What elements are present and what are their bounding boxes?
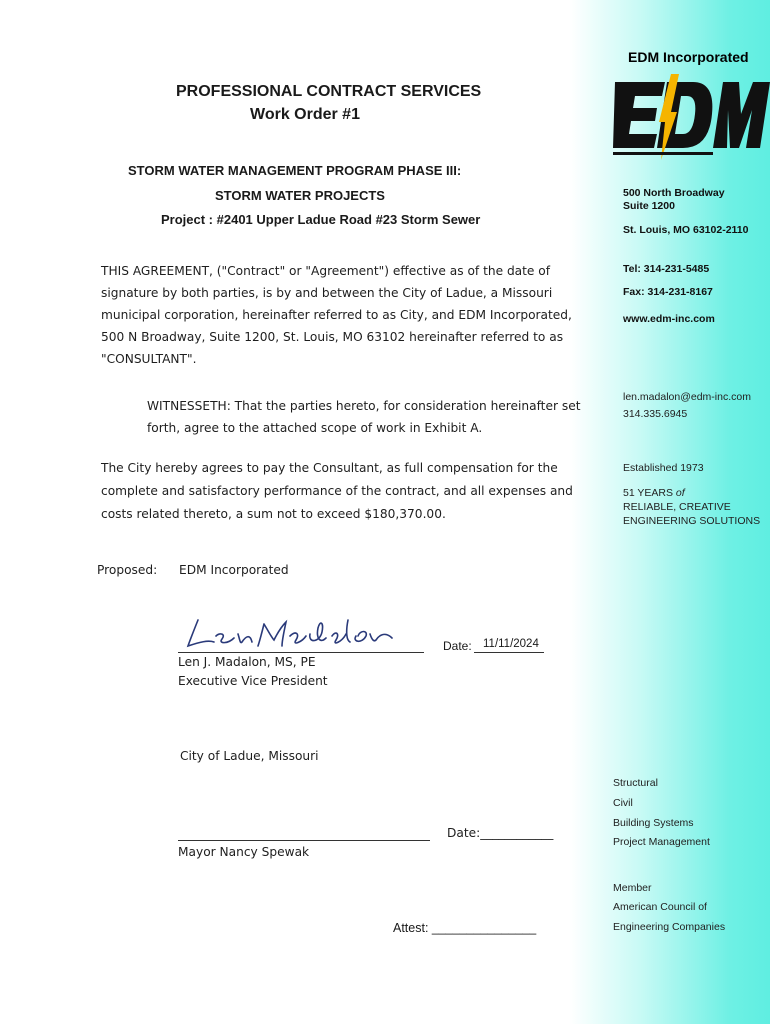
agreement-line: "CONSULTANT". bbox=[101, 352, 197, 366]
signer-title: Executive Vice President bbox=[178, 674, 328, 688]
tagline-line2: ENGINEERING SOLUTIONS bbox=[623, 515, 761, 527]
service-civil: Civil bbox=[613, 797, 633, 809]
tel: Tel: 314-231-5485 bbox=[623, 263, 710, 275]
agreement-line: municipal corporation, hereinafter referred to as City, and EDM Incorporated, bbox=[101, 308, 572, 322]
payment-line: complete and satisfactory performance of the contract, and all expenses and bbox=[101, 484, 573, 498]
signature bbox=[180, 612, 400, 654]
date-label: Date: bbox=[443, 639, 472, 653]
agreement-line: signature by both parties, is by and between the City of Ladue, a Missouri bbox=[101, 286, 553, 300]
member-org-line1: American Council of bbox=[613, 901, 707, 913]
service-project-management: Project Management bbox=[613, 836, 710, 848]
document-title: PROFESSIONAL CONTRACT SERVICES bbox=[176, 83, 482, 100]
email: len.madalon@edm-inc.com bbox=[623, 391, 751, 403]
service-structural: Structural bbox=[613, 777, 658, 789]
agreement-paragraph bbox=[101, 260, 572, 370]
signature-line bbox=[178, 652, 424, 653]
attest-line: Attest: _______________ bbox=[393, 921, 537, 935]
service-building-systems: Building Systems bbox=[613, 817, 694, 829]
date-value: 11/11/2024 bbox=[483, 638, 539, 650]
project-title: Project : #2401 Upper Ladue Road #23 Storm Sewer bbox=[161, 212, 481, 227]
payment-paragraph bbox=[101, 457, 573, 526]
mayor-name: Mayor Nancy Spewak bbox=[178, 845, 310, 859]
city-label: City of Ladue, Missouri bbox=[180, 749, 319, 763]
established: Established 1973 bbox=[623, 462, 704, 474]
member-org-line2: Engineering Companies bbox=[613, 921, 726, 933]
agreement-line: THIS AGREEMENT, ("Contract" or "Agreement") effective as of the date of bbox=[101, 264, 551, 278]
address-line2: Suite 1200 bbox=[623, 200, 675, 212]
witness-paragraph bbox=[147, 395, 580, 439]
proposed-label: Proposed: bbox=[97, 563, 158, 577]
years-line: 51 YEARS of bbox=[623, 487, 685, 499]
website: www.edm-inc.com bbox=[623, 313, 715, 325]
projects-title: STORM WATER PROJECTS bbox=[215, 188, 385, 203]
company-name: EDM Incorporated bbox=[628, 49, 749, 65]
address-line1: 500 North Broadway bbox=[623, 187, 725, 199]
payment-line: The City hereby agrees to pay the Consultant, as full compensation for the bbox=[101, 461, 558, 475]
city-date: Date:____________ bbox=[447, 826, 554, 840]
tagline-line1: RELIABLE, CREATIVE bbox=[623, 501, 731, 513]
signer-name: Len J. Madalon, MS, PE bbox=[178, 655, 316, 669]
mayor-signature-line bbox=[178, 840, 430, 841]
phone: 314.335.6945 bbox=[623, 408, 688, 420]
witness-line: forth, agree to the attached scope of work in Exhibit A. bbox=[147, 421, 483, 435]
date-line bbox=[474, 652, 544, 653]
edm-logo-letters bbox=[613, 82, 770, 148]
proposed-value: EDM Incorporated bbox=[179, 563, 289, 577]
program-title: STORM WATER MANAGEMENT PROGRAM PHASE III: bbox=[128, 163, 462, 178]
agreement-line: 500 N Broadway, Suite 1200, St. Louis, MO 63102 hereinafter referred to as bbox=[101, 330, 564, 344]
witness-line: WITNESSETH: That the parties hereto, for consideration hereinafter set bbox=[147, 399, 581, 413]
work-order: Work Order #1 bbox=[250, 106, 360, 123]
edm-logo bbox=[613, 74, 770, 160]
payment-line: costs related thereto, a sum not to exceed $180,370.00. bbox=[101, 507, 446, 521]
fax: Fax: 314-231-8167 bbox=[623, 286, 713, 298]
member-label: Member bbox=[613, 882, 652, 894]
address-line3: St. Louis, MO 63102-2110 bbox=[623, 224, 749, 236]
